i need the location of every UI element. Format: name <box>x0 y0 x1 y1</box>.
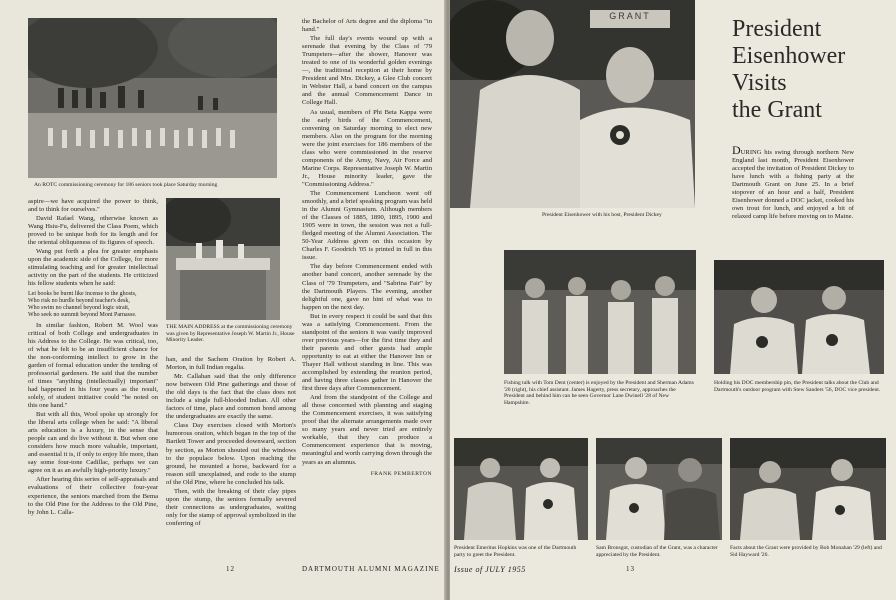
paragraph: han, and the Sachem Oration by Robert A. Morton, in full Indian regalia. <box>166 356 296 372</box>
hopkins-photo <box>454 438 588 540</box>
paragraph: Then, with the breaking of their clay pipes upon the stump, the seniors formally severed their connections as undergraduates, waiting only for the stamp of approval symbolized in the conferring of <box>166 487 296 527</box>
doc-pin-photo <box>714 260 884 374</box>
magazine-title-footer: DARTMOUTH ALUMNI MAGAZINE <box>302 565 440 573</box>
intro-paragraph <box>732 145 854 221</box>
paragraph: But with all this, Wool spoke up strongly for the liberal arts college when he said: "A liberal arts education is a luxury, in the sense that people can and do live without it. But when one considers how much more valuable, important, and essential it is, if only to enjoy life more, than say some four-tone Cadillac, perhaps we can agree on it as an awfully high-priority luxury." <box>28 411 158 475</box>
right-page-number: 13 <box>626 565 635 573</box>
article-headline <box>732 16 845 124</box>
paragraph: In similar fashion, Robert M. Wool was critical of both College and undergraduates in his Address to the College. He was critical, too, of what he felt to be an insufficient chance for the non-conforming intellect to grow in the garden of formal education under the tending of professorial gardeners. He said that the number of times "anything (intellectually) important" had happened in his four years as the result, solely, of student initiative could "be noted on this one hand." <box>28 321 158 409</box>
hopkins-photo-caption: President Emeritus Hopkins was one of the Dartmouth party to greet the President. <box>454 545 577 558</box>
author-signature: FRANK PEMBERTON <box>370 470 432 477</box>
bronsgot-photo <box>596 438 722 540</box>
headline-line: Visits <box>732 70 787 96</box>
paragraph: The Commencement Luncheon went off smoothly, and a brief speaking program was held in the Alumni Gymnasium. Although members of the Classes of 1885, 1890, 1895, 1900 and 1905 were in town, the session was not a full-fledged meeting of the Alumni Association. The 50-Year Address given on this occasion by Charles F. Goodrich '05 is printed in full in this issue. <box>302 189 432 262</box>
left-column-2 <box>166 356 296 556</box>
poem-line: Who swim no channel beyond logic strait, <box>28 304 130 311</box>
facts-photo-caption: Facts about the Grant were provided by Bob Monahan '29 (left) and Sid Hayward '26. <box>730 545 882 558</box>
paragraph: David Rafael Wang, otherwise known as Wang Hsiu-Fu, delivered the Class Poem, which proved to be unique both for its length and for the oriental obliqueness of its figures of speech. <box>28 215 158 247</box>
left-column-1 <box>28 198 158 560</box>
headline-line: President <box>732 16 822 42</box>
drop-cap: D <box>732 143 741 157</box>
martin-address-photo <box>166 198 280 320</box>
paragraph: the Bachelor of Arts degree and the diploma "in hand." <box>302 18 432 34</box>
poem-line: Who risk no hurdle beyond teacher's desk, <box>28 297 130 304</box>
rotc-ceremony-photo <box>28 18 277 178</box>
paragraph: Wang put forth a plea for greater emphasis upon the academic side of the College, for more stimulating teaching and for greater intellectual activity on the part of the students. He criticized his fellow students when he said: <box>28 248 158 288</box>
doc-photo-caption: Holding his DOC membership pin, the President talks about the Club and Dartmouth's outdoor program with Stew Sanders '56, DOC vice president. <box>714 380 881 393</box>
paragraph: As usual, members of Phi Beta Kappa were the early birds of the Commencement, convening on Saturday morning to elect new members. Also on the program for the morning were the joint exercises for 186 members of the class who were commissioned in the reserve components of the Army, Navy, Air Force and Marine Corps. Representative Joseph W. Martin Jr., House minority leader, gave the "Commissioning Address." <box>302 108 432 188</box>
fishing-photo-caption: Fishing talk with Tom Dent (center) is enjoyed by the President and Sherman Adams '20 (right), his chief assistant. James Hagerty, press secretary, approaches the President and behind him can be seen Governor Lane Dwinell '28 of New Hampshire. <box>504 380 694 406</box>
poem-line: Who seek no summit beyond Mont Parnasse. <box>28 311 137 318</box>
headline-line: Eisenhower <box>732 43 846 69</box>
rotc-photo-caption: An ROTC commissioning ceremony for 186 seniors took place Saturday morning <box>34 182 218 188</box>
left-page-number: 12 <box>226 565 235 573</box>
headline-line: the Grant <box>732 97 822 123</box>
grant-sign-text: GRANT <box>609 11 651 21</box>
poem-line: Let books be burnt like incense to the ghosts, <box>28 290 137 297</box>
left-page <box>0 0 446 600</box>
right-page <box>450 0 896 600</box>
paragraph: Mr. Callahan said that the only difference now between Old Pine gatherings and those of the old days is the fact that the class does not include a single full-blooded Indian. All other factors of time, place and common bond among the undergraduates are exactly the same. <box>166 373 296 421</box>
fishing-talk-photo <box>504 250 696 374</box>
issue-date-footer: Issue of JULY 1955 <box>454 565 526 574</box>
martin-photo-caption: THE MAIN ADDRESS at the commissioning ceremony was given by Representative Joseph W. Martin Jr., House Minority Leader. <box>166 324 295 344</box>
eisenhower-dickey-photo <box>450 0 695 208</box>
left-column-3 <box>302 18 432 558</box>
paragraph: But in every respect it could be said that this was a satisfying Commencement. From the standpoint of the seniors it was vastly improved over previous years—for the first time they and their parents and other guests had ample opportunity to eat at either the Hanover Inn or Thayer Hall without standing in line. This was accomplished by extending the reunion period, and having three classes gather in Hanover the first three days after Commencement. <box>302 312 432 393</box>
bronsgot-photo-caption: Sam Bronsgot, custodian of the Grant, was a character appreciated by the President. <box>596 545 718 558</box>
paragraph: And from the standpoint of the College and all those concerned with planning and staging the Commencement exercises, it was satisfying proof that the alternate arrangements made over so many years and never tried are entirely workable, that they can produce a Commencement experience that is moving, meaningful and worth carrying down through the years as an alumnus. <box>302 394 433 466</box>
main-photo-caption: President Eisenhower with his host, President Dickey <box>542 212 662 218</box>
grant-facts-photo <box>730 438 886 540</box>
class-poem-excerpt <box>28 291 158 319</box>
paragraph: aspire—we have acquired the power to think, and to think for ourselves." <box>28 198 158 214</box>
paragraph: Class Day exercises closed with Morton's humorous oration, which began in the top of the Bartlett Tower and proceeded downward, section by section, as Morton shouted out the windows to the populace below. Upon reaching the ground, he mounted a horse, backward for a reason still unexplained, and rode to the stump of the Old Pine, where he concluded his talk. <box>166 422 296 486</box>
paragraph: The day before Commencement ended with another band concert, another serenade by the Class of '79 Trumpeters, and "Sabrina Fair" by the Dartmouth Players. The evening, another delightful one, gave no hint of what was to happen on the next day. <box>302 263 432 311</box>
paragraph: The full day's events wound up with a serenade that evening by the Class of '79 Trumpeters—after the shower, Hanover was treated to one of its wonderful golden evenings—, the traditional reception at their home by President and Mrs. Dickey, a Glee Club concert in Webster Hall, a band concert on the campus and the annual Commencement Dance in College Hall. <box>302 35 432 107</box>
intro-text: URING his swing through northern New England last month, President Eisenhower accepted the invitation of President Dickey to have lunch with a fishing party at the Dartmouth Grant on June 25. In a brief stopover of an hour and a half, President Eisenhower donned a DOC jacket, cooked his own trout for lunch, and enjoyed a bit of relaxed camp life before moving on to Maine. <box>732 149 854 221</box>
paragraph: After hearing this series of self-appraisals and evaluations of their collective four-year experience, the seniors marched from the Bema to the Old Pine for the Address to the Old Pine, by John L. Calla- <box>28 476 158 516</box>
